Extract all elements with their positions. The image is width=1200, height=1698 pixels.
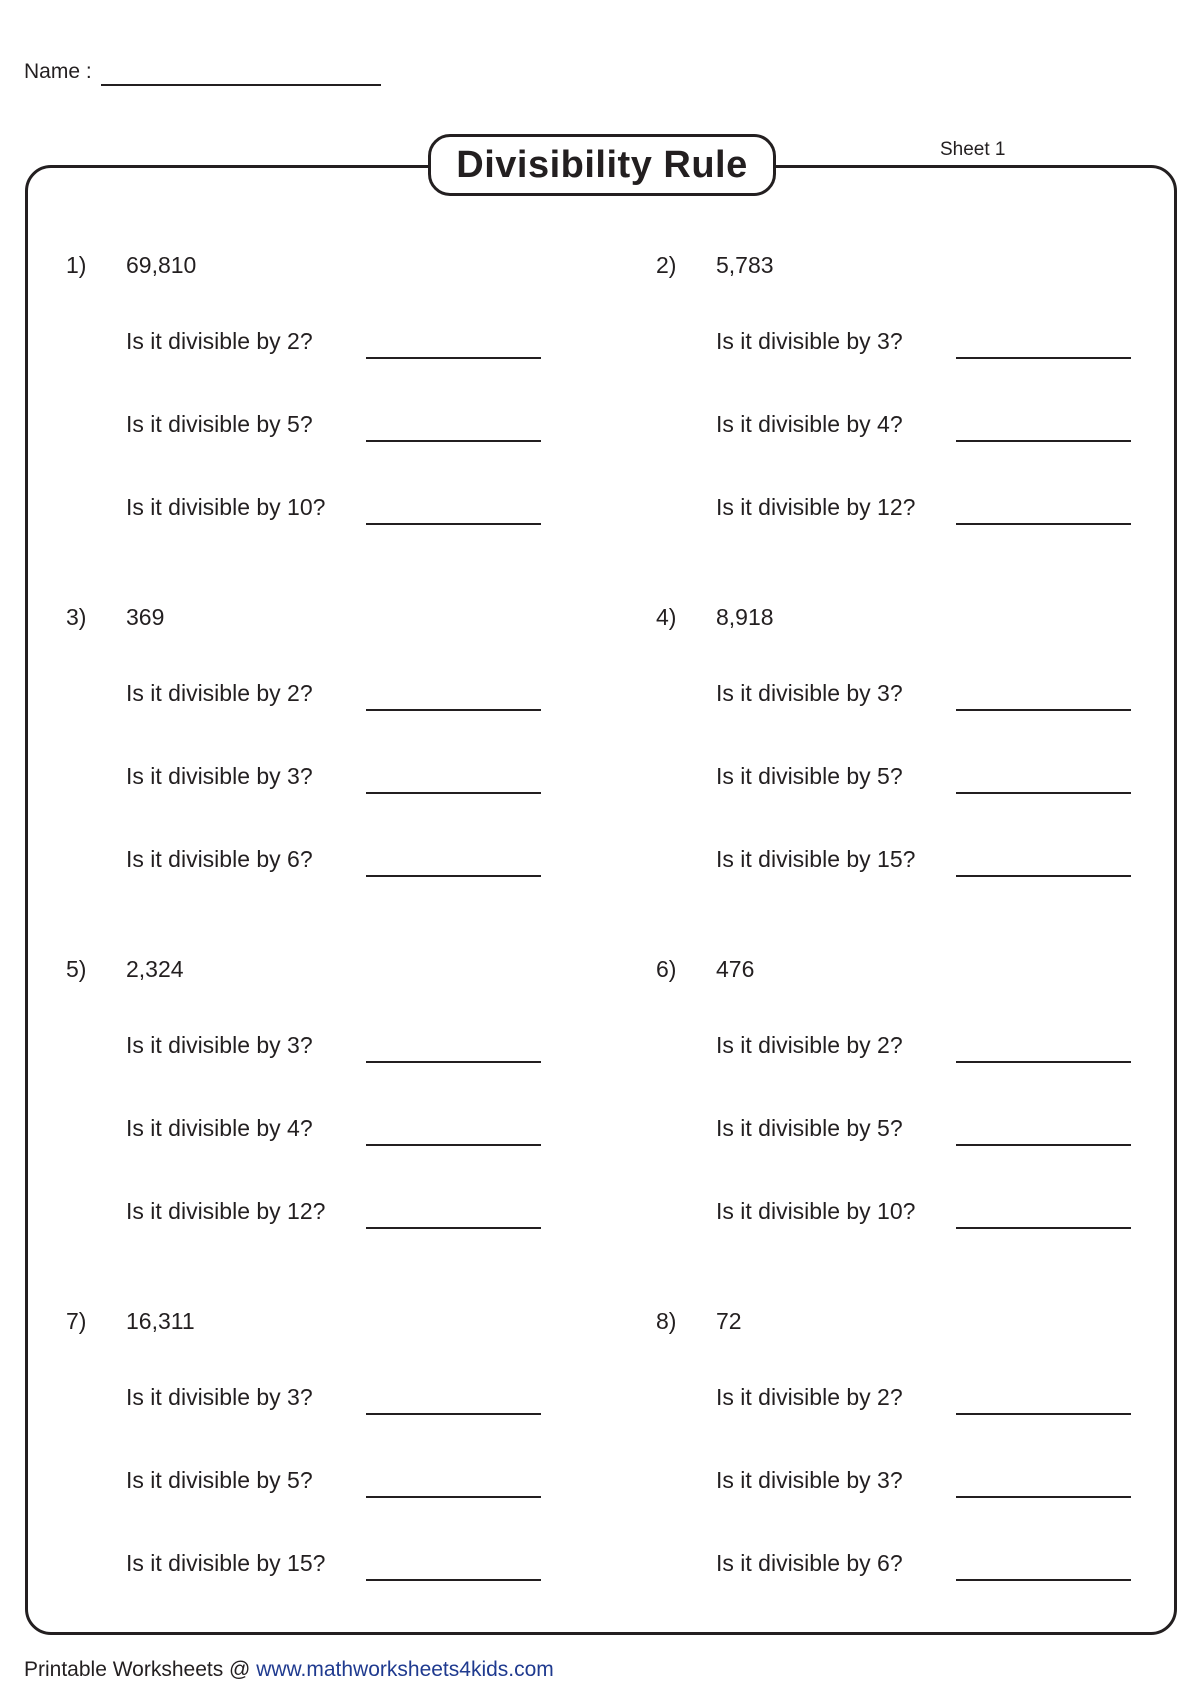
answer-line[interactable]	[366, 1061, 541, 1063]
footer-link[interactable]: www.mathworksheets4kids.com	[256, 1658, 554, 1681]
question	[126, 1467, 606, 1501]
problem-number: 1)	[66, 252, 87, 278]
answer-line[interactable]	[366, 440, 541, 442]
footer-text: Printable Worksheets @	[24, 1658, 257, 1681]
problem-value: 2,324	[126, 956, 184, 982]
question	[716, 494, 1196, 528]
answer-line[interactable]	[956, 1061, 1131, 1063]
problem-4	[656, 604, 1196, 924]
question	[716, 680, 1196, 714]
problem-3	[66, 604, 606, 924]
answer-line[interactable]	[956, 1496, 1131, 1498]
question-text: Is it divisible by 5?	[126, 411, 313, 437]
answer-line[interactable]	[956, 1144, 1131, 1146]
problem-number: 2)	[656, 252, 677, 278]
problem-number: 8)	[656, 1308, 677, 1334]
question	[126, 1198, 606, 1232]
footer	[24, 1658, 554, 1682]
answer-line[interactable]	[956, 875, 1131, 877]
question-text: Is it divisible by 6?	[126, 846, 313, 872]
question-text: Is it divisible by 3?	[716, 1467, 903, 1493]
answer-line[interactable]	[956, 440, 1131, 442]
question	[716, 1467, 1196, 1501]
answer-line[interactable]	[366, 875, 541, 877]
answer-line[interactable]	[956, 792, 1131, 794]
question-text: Is it divisible by 12?	[716, 494, 916, 520]
answer-line[interactable]	[366, 1496, 541, 1498]
answer-line[interactable]	[366, 792, 541, 794]
question	[716, 1198, 1196, 1232]
question	[126, 763, 606, 797]
worksheet-title: Divisibility Rule	[428, 134, 776, 196]
question	[126, 328, 606, 362]
question-text: Is it divisible by 15?	[716, 846, 916, 872]
answer-line[interactable]	[366, 1413, 541, 1415]
question-text: Is it divisible by 2?	[126, 328, 313, 354]
question	[126, 1032, 606, 1066]
question	[126, 411, 606, 445]
question-text: Is it divisible by 10?	[716, 1198, 916, 1224]
question	[716, 1032, 1196, 1066]
question	[716, 328, 1196, 362]
problem-number: 7)	[66, 1308, 87, 1334]
question	[716, 1550, 1196, 1584]
problem-value: 72	[716, 1308, 742, 1334]
answer-line[interactable]	[956, 1227, 1131, 1229]
sheet-label: Sheet 1	[940, 139, 1006, 160]
question	[126, 1384, 606, 1418]
problem-value: 369	[126, 604, 165, 630]
question	[716, 1384, 1196, 1418]
problem-number: 4)	[656, 604, 677, 630]
problem-number: 6)	[656, 956, 677, 982]
question-text: Is it divisible by 15?	[126, 1550, 326, 1576]
answer-line[interactable]	[956, 709, 1131, 711]
question	[126, 1115, 606, 1149]
problem-value: 5,783	[716, 252, 774, 278]
problem-5	[66, 956, 606, 1276]
answer-line[interactable]	[956, 1579, 1131, 1581]
problem-number: 3)	[66, 604, 87, 630]
name-label: Name :	[24, 60, 92, 83]
problem-6	[656, 956, 1196, 1276]
problem-8	[656, 1308, 1196, 1628]
problem-value: 69,810	[126, 252, 197, 278]
question-text: Is it divisible by 3?	[716, 328, 903, 354]
problem-value: 16,311	[126, 1308, 195, 1334]
answer-line[interactable]	[956, 357, 1131, 359]
problem-7	[66, 1308, 606, 1628]
question-text: Is it divisible by 2?	[716, 1384, 903, 1410]
question-text: Is it divisible by 6?	[716, 1550, 903, 1576]
question-text: Is it divisible by 5?	[716, 763, 903, 789]
question	[716, 1115, 1196, 1149]
question-text: Is it divisible by 12?	[126, 1198, 326, 1224]
question-text: Is it divisible by 5?	[716, 1115, 903, 1141]
question	[126, 494, 606, 528]
answer-line[interactable]	[366, 709, 541, 711]
question-text: Is it divisible by 4?	[126, 1115, 313, 1141]
answer-line[interactable]	[956, 523, 1131, 525]
answer-line[interactable]	[366, 357, 541, 359]
question	[716, 846, 1196, 880]
question-text: Is it divisible by 3?	[716, 680, 903, 706]
question-text: Is it divisible by 2?	[126, 680, 313, 706]
question-text: Is it divisible by 3?	[126, 763, 313, 789]
question-text: Is it divisible by 3?	[126, 1384, 313, 1410]
question	[716, 411, 1196, 445]
problem-1	[66, 252, 606, 572]
question	[126, 1550, 606, 1584]
problem-value: 476	[716, 956, 755, 982]
question-text: Is it divisible by 4?	[716, 411, 903, 437]
problem-2	[656, 252, 1196, 572]
answer-line[interactable]	[366, 1144, 541, 1146]
problem-number: 5)	[66, 956, 87, 982]
answer-line[interactable]	[956, 1413, 1131, 1415]
name-answer-line[interactable]	[101, 84, 381, 86]
question	[126, 846, 606, 880]
problem-value: 8,918	[716, 604, 774, 630]
answer-line[interactable]	[366, 523, 541, 525]
answer-line[interactable]	[366, 1227, 541, 1229]
question-text: Is it divisible by 2?	[716, 1032, 903, 1058]
question-text: Is it divisible by 5?	[126, 1467, 313, 1493]
answer-line[interactable]	[366, 1579, 541, 1581]
question	[716, 763, 1196, 797]
question	[126, 680, 606, 714]
question-text: Is it divisible by 3?	[126, 1032, 313, 1058]
question-text: Is it divisible by 10?	[126, 494, 326, 520]
